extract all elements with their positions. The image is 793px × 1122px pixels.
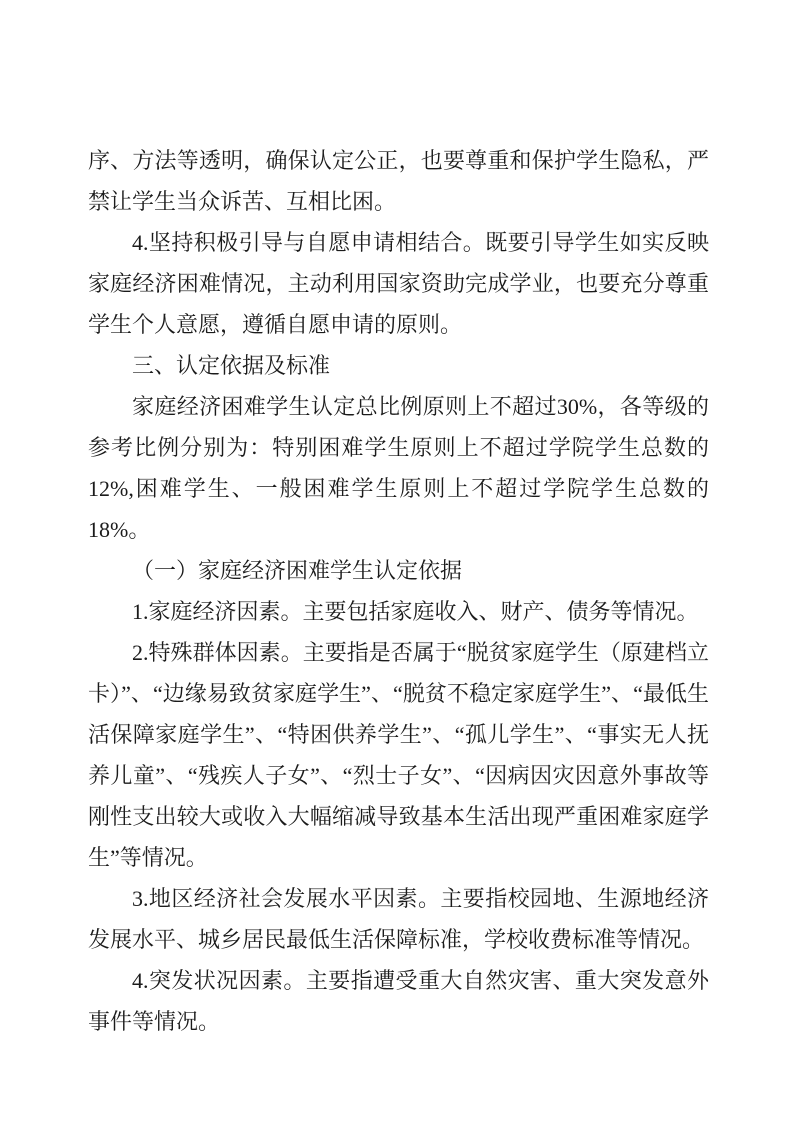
paragraph-principle-4: 4.坚持积极引导与自愿申请相结合。既要引导学生如实反映家庭经济困难情况，主动利用国家资助完成学业，也要充分尊重学生个人意愿，遵循自愿申请的原则。 bbox=[88, 230, 709, 337]
paragraph-ratio: 家庭经济困难学生认定总比例原则上不超过30%，各等级的参考比例分别为：特别困难学生原则上不超过学院学生总数的12%,困难学生、一般困难学生原则上不超过学院学生总数的18%。 bbox=[88, 394, 709, 542]
subsection-heading: （一）家庭经济困难学生认定依据 bbox=[132, 558, 463, 583]
section-heading: 三、认定依据及标准 bbox=[132, 353, 331, 378]
paragraph-factor-2: 2.特殊群体因素。主要指是否属于“脱贫家庭学生（原建档立卡）”、“边缘易致贫家庭学生”、“脱贫不稳定家庭学生”、“最低生活保障家庭学生”、“特困供养学生”、“孤儿学生”、“事实无人抚养儿童”、“残疾人子女”、“烈士子女”、“因病因灾因意外事故等刚性支出较大或收入大幅缩减导致基本生活出现严重困难家庭学生”等情况。 bbox=[88, 640, 709, 870]
paragraph-factor-1: 1.家庭经济因素。主要包括家庭收入、财产、债务等情况。 bbox=[132, 599, 699, 624]
paragraph-continuation: 序、方法等透明，确保认定公正，也要尊重和保护学生隐私，严禁让学生当众诉苦、互相比困。 bbox=[88, 148, 709, 214]
paragraph-factor-4: 4.突发状况因素。主要指遭受重大自然灾害、重大突发意外事件等情况。 bbox=[88, 968, 709, 1034]
paragraph-factor-3: 3.地区经济社会发展水平因素。主要指校园地、生源地经济发展水平、城乡居民最低生活保障标准，学校收费标准等情况。 bbox=[88, 886, 709, 952]
